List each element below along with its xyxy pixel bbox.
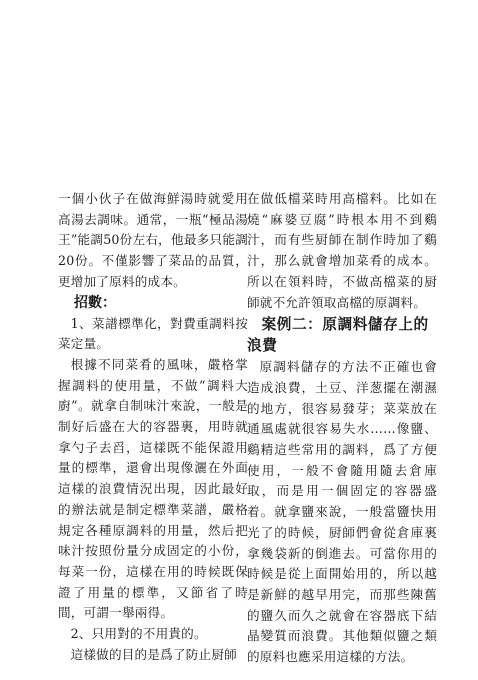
left-paragraph-1: 一個小伙子在做海鮮湯時就愛用高湯去調味。通常，一瓶“極品湯王”能調50份左右，他最多只能調20份。不僅影響了菜品的品質，更增加了原料的成本。 — [58, 191, 248, 289]
right-column — [247, 189, 437, 668]
tip-item-1: 1、菜譜標準化，對費重調料按菜定量。 — [58, 315, 248, 352]
tip-item-2: 2、只用對的不用貴的。 — [70, 626, 207, 642]
left-column — [58, 189, 248, 665]
left-paragraph-3: 這樣做的目的是爲了防止厨師 — [70, 646, 237, 662]
case-two-heading: 案例二：原調料儲存上的浪費 — [247, 316, 429, 354]
tips-heading: 招數： — [74, 294, 116, 311]
right-paragraph-2: 原調料儲存的方法不正確也會造成浪費，土豆、洋葱擺在潮濕的地方，很容易發芽；菜菜放在通風處就很容易失水……像鹽、鷄精這些常用的調料，爲了方便使用，一般不會隨用隨去倉庫取，而是用一個固定的容器盛着。就拿鹽來說，一般當鹽快用光了的時候，厨師們會從倉庫裏拿幾袋新的倒進去。可當你用的時候是從上面開始用的，所以越是新鮮的越早用完，而那些陳舊的鹽久而久之就會在容器底下結晶變質而浪費。其他類似鹽之類的原料也應采用這樣的方法。 — [247, 359, 437, 665]
left-paragraph-2: 根據不同菜肴的風味，嚴格掌握調料的使用量，不做“調料大廚”。就拿自制味汁來說，一般是制好后盛在大的容器裏，用時就拿勺子去舀，這樣既不能保證用量的標準，還會出現像灑在外面這樣的浪費情況出現，因此最好的辦法就是制定標準菜譜，嚴格規定各種原調料的用量，然后把味汁按照份量分成固定的小份，每菜一份，這樣在用的時候既保證了用量的標準，又節省了時間，可謂一舉兩得。 — [58, 356, 248, 621]
right-paragraph-1: 在做低檔菜時用高檔料。比如在燒“麻婆豆腐”時根本用不到鷄汁，而有些厨師在制作時加了鷄汁，那么就會增加菜肴的成本。所以在領料時，不做高檔菜的厨師就不允許領取高檔的原調料。 — [247, 191, 437, 310]
